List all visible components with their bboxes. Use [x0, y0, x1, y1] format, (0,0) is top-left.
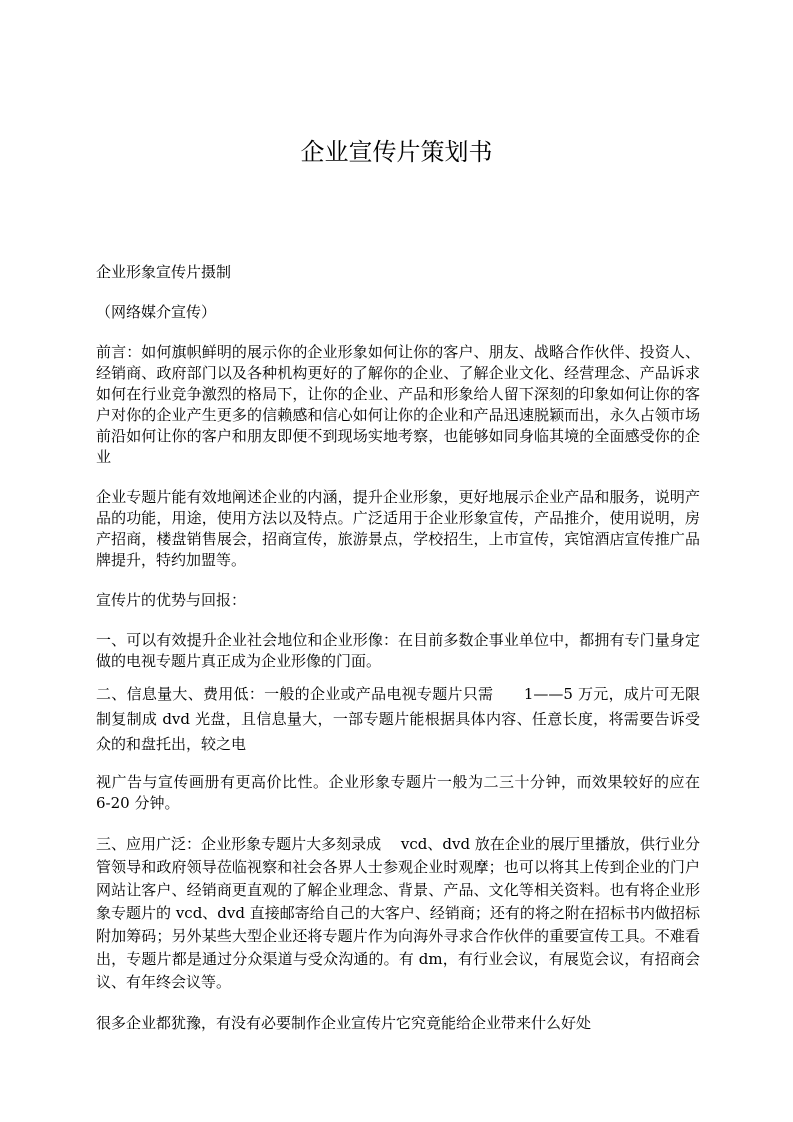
document-body [96, 262, 700, 1034]
paragraph-special-film: 企业专题片能有效地阐述企业的内涵，提升企业形象，更好地展示企业产品和服务，说明产品的功能，用途，使用方法以及特点。广泛适用于企业形象宣传，产品推介，使用说明，房产招商，楼盘销售展会，招商宣传，旅游景点，学校招生，上市宣传，宾馆酒店宣传推广品牌提升，特约加盟等。 [96, 488, 700, 569]
paragraph-advantage-two-continued: 视广告与宣传画册有更高价比性。企业形象专题片一般为二三十分钟，而效果较好的应在 6-20 分钟。 [96, 773, 700, 812]
paragraph-advantage-two: 二、信息量大、费用低：一般的企业或产品电视专题片只需 1——5 万元，成片可无限制复制成 dvd 光盘，且信息量大，一部专题片能根据具体内容、任意长度，将需要告诉受众的和盘托出，较之电 [96, 685, 700, 753]
paragraph-preface: 前言：如何旗帜鲜明的展示你的企业形象如何让你的客户、朋友、战略合作伙伴、投资人、经销商、政府部门以及各种机构更好的了解你的企业、了解企业文化、经营理念、产品诉求如何在行业竞争激烈的格局下，让你的企业、产品和形象给人留下深刻的印象如何让你的客户对你的企业产生更多的信赖感和信心如何让你的企业和产品迅速脱颖而出，永久占领市场前沿如何让你的客户和朋友即便不到现场实地考察，也能够如同身临其境的全面感受你的企业 [96, 343, 700, 466]
section-heading-advantages: 宣传片的优势与回报： [96, 591, 247, 609]
section-heading-network: （网络媒介宣传） [96, 303, 217, 321]
document-title: 企业宣传片策划书 [300, 138, 493, 166]
paragraph-advantage-three: 三、应用广泛：企业形象专题片大多刻录成 vcd、dvd 放在企业的展厅里播放，供行业分管领导和政府领导莅临视察和社会各界人士参观企业时观摩；也可以将其上传到企业的门户网站让客户、经销商更直观的了解企业理念、背景、产品、文化等相关资料。也有将企业形象专题片的 vcd、dvd 直接邮寄给自己的大客户、经销商；还有的将之附在招标书内做招标附加筹码；另外某些大型企业还将专题片作为向海外寻求合作伙伴的重要宣传工具。不难看出，专题片都是通过分众渠道与受众沟通的。有 dm，有行业会议，有展览会议，有招商会议、有年终会议等。 [96, 835, 700, 991]
section-heading-subtitle: 企业形象宣传片摄制 [96, 263, 232, 281]
paragraph-closing-question: 很多企业都犹豫，有没有必要制作企业宣传片它究竟能给企业带来什么好处 [96, 1014, 592, 1032]
paragraph-advantage-one: 一、可以有效提升企业社会地位和企业形像：在目前多数企事业单位中，都拥有专门量身定做的电视专题片真正成为企业形像的门面。 [96, 631, 700, 670]
